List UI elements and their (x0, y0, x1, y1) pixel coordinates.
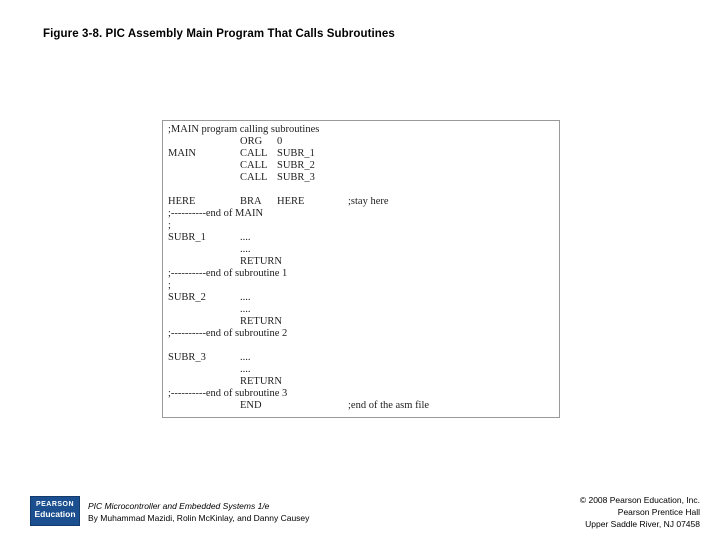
code-line-20-c1: SUBR_3 (168, 352, 206, 363)
code-line-13-c1: ;----------end of subroutine 1 (168, 268, 288, 279)
code-line-3-c1: MAIN (168, 148, 196, 159)
code-line-12-c2: RETURN (240, 256, 282, 267)
code-line-7-c4: ;stay here (348, 196, 389, 207)
footer-book-info (88, 500, 309, 524)
code-line-23-c1: ;----------end of subroutine 3 (168, 388, 288, 399)
code-line-15-c2: .... (240, 292, 251, 303)
code-line-7-c1: HERE (168, 196, 196, 207)
code-line-7-c2: BRA (240, 196, 262, 207)
book-title: PIC Microcontroller and Embedded Systems 1/e (88, 501, 270, 511)
code-line-3-c3: SUBR_1 (277, 148, 315, 159)
figure-title: Figure 3-8. PIC Assembly Main Program That Calls Subroutines (43, 28, 395, 40)
code-line-1-c1: ;MAIN program calling subroutines (168, 124, 320, 135)
book-authors: By Muhammad Mazidi, Rolin McKinlay, and Danny Causey (88, 513, 310, 523)
logo-bottom-text: Education (34, 509, 76, 519)
code-line-17-c2: RETURN (240, 316, 282, 327)
code-line-16-c2: .... (240, 304, 251, 315)
code-line-5-c3: SUBR_3 (277, 172, 315, 183)
code-line-8-c1: ;----------end of MAIN (168, 208, 264, 219)
code-line-15-c1: SUBR_2 (168, 292, 206, 303)
logo-top-text: PEARSON (35, 501, 75, 508)
code-line-10-c1: SUBR_1 (168, 232, 206, 243)
copyright-line-1: © 2008 Pearson Education, Inc. (579, 495, 700, 505)
code-line-14-c1: ; (168, 280, 171, 291)
code-line-2-c3: 0 (277, 136, 283, 147)
code-line-24-c4: ;end of the asm file (348, 400, 430, 411)
code-line-18-c1: ;----------end of subroutine 2 (168, 328, 288, 339)
code-line-10-c2: .... (240, 232, 251, 243)
code-line-7-c3: HERE (277, 196, 305, 207)
code-line-4-c2: CALL (240, 160, 268, 171)
code-line-9-c1: ; (168, 220, 171, 231)
code-line-22-c2: RETURN (240, 376, 282, 387)
code-line-21-c2: .... (240, 364, 251, 375)
copyright-line-2: Pearson Prentice Hall (617, 507, 700, 517)
code-line-4-c3: SUBR_2 (277, 160, 315, 171)
code-listing (162, 120, 560, 418)
copyright-line-3: Upper Saddle River, NJ 07458 (585, 519, 700, 529)
code-line-2-c2: ORG (240, 136, 263, 147)
code-line-20-c2: .... (240, 352, 251, 363)
code-line-5-c2: CALL (240, 172, 268, 183)
footer-copyright (580, 494, 700, 530)
code-line-11-c2: .... (240, 244, 251, 255)
pearson-logo (30, 496, 80, 526)
code-line-3-c2: CALL (240, 148, 268, 159)
code-line-24-c2: END (240, 400, 262, 411)
